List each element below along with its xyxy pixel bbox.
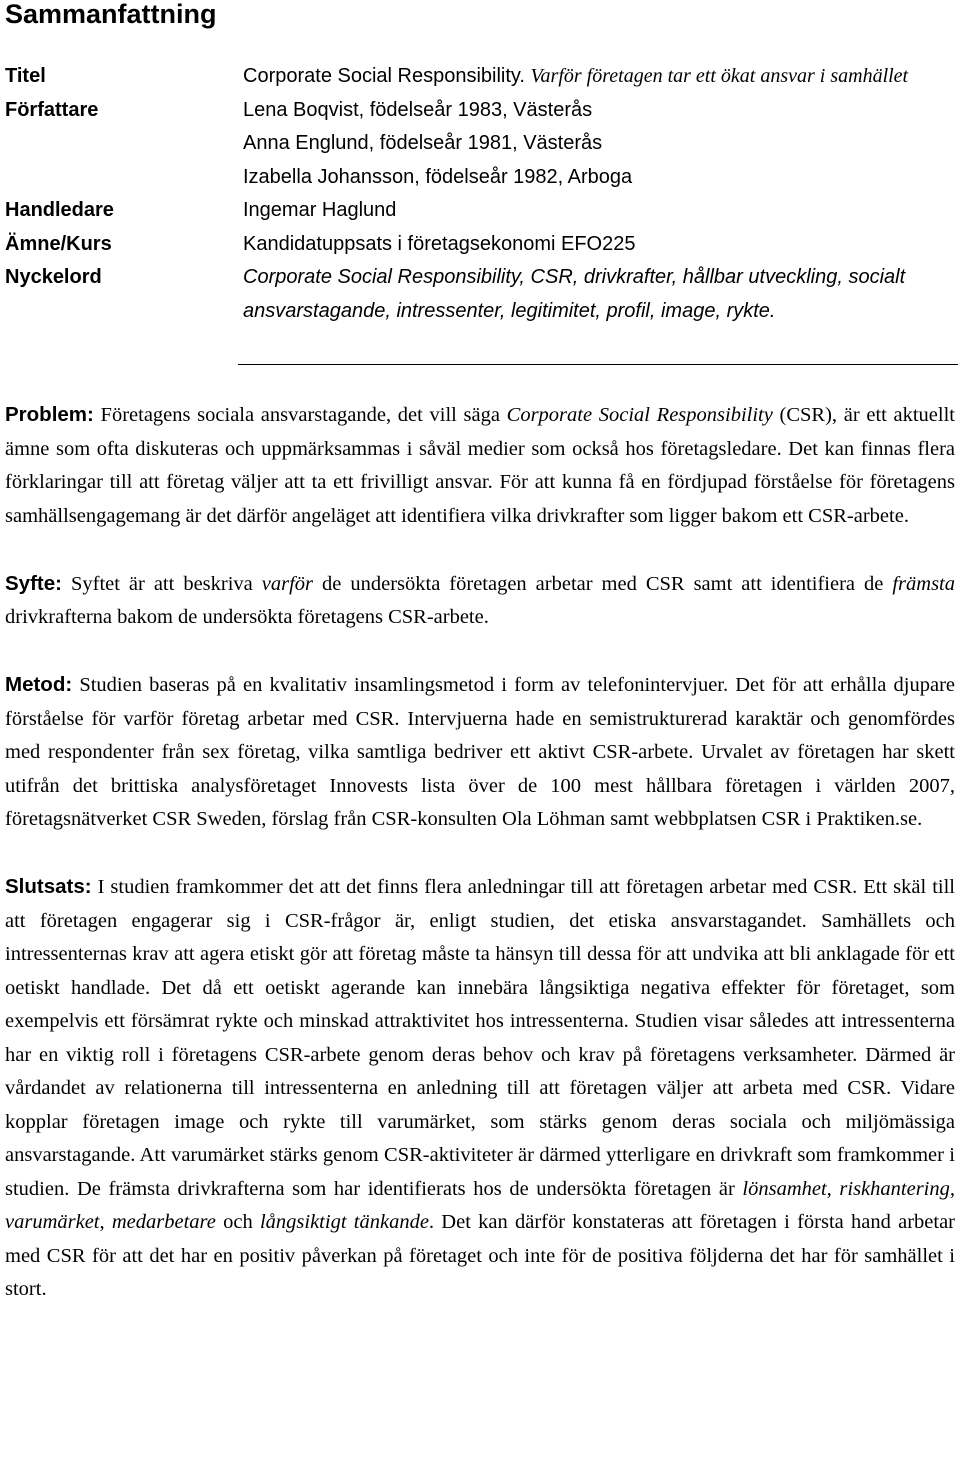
meta-row-handledare bbox=[5, 194, 955, 228]
section-heading-metod: Metod: bbox=[5, 673, 73, 696]
meta-value-handledare: Ingemar Haglund bbox=[243, 199, 397, 221]
meta-label-amne: Ämne/Kurs bbox=[5, 232, 112, 255]
meta-value-forfattare bbox=[243, 94, 955, 195]
section-text: Studien baseras på en kvalitativ insamlingsmetod i form av telefonintervjuer. Det för att erhålla djupare förståelse för varför företag arbetar med CSR. Intervjuerna hade en semistrukturerad karaktär och genomfördes med respondenter från sex företag, vilka samtliga bedriver ett aktivt CSR-arbete. Urvalet av företagen har skett utifrån det brittiska analysföretaget Innovests lista över de 100 mest hållbara företagen i världen 2007, företagsnätverket CSR Sweden, förslag från CSR-konsulten Ola Löhman samt webbplatsen CSR i Praktiken.se. bbox=[5, 674, 955, 830]
meta-row-nyckelord bbox=[5, 261, 955, 328]
meta-label-handledare: Handledare bbox=[5, 199, 114, 221]
author-line: Anna Englund, födelseår 1981, Västerås bbox=[243, 132, 603, 154]
section-italic: varför bbox=[261, 572, 314, 595]
section-text: . Det kan därför konstateras att företagen i första hand arbetar med CSR för att det har en positiv påverkan på företaget och inte för de positiva följderna det har för samhället i stort. bbox=[5, 1211, 955, 1300]
section-text: Syftet är att beskriva bbox=[61, 572, 262, 595]
section-text: I studien framkommer det att det finns flera anledningar till att företagen arbetar med CSR. Ett skäl till att företagen engagerar sig i CSR-frågor är, enligt studien, det etiska ansvarstagandet. Samhällets och intressenternas krav att agera etiskt gör att företag måste ta hänsyn till dessa för att undvika att bli anklagade för ett oetiskt handlade. Det då ett oetiskt agerande kan innebära långsiktiga negativa effekter för företaget, som exempelvis ett försämrat rykte och minskad attraktivitet hos intressenterna. Studien visar således att intressenterna har en viktig roll i företagens CSR-arbete genom deras behov och krav på företagens verksamheter. Därmed är vårdandet av relationerna till intressenterna en anledning till att företagen väljer att arbeta med CSR. Vidare kopplar företagen image och rykte till varumärket, som stärks genom deras sociala och miljömässiga ansvarstagande. Att varumärket stärks genom CSR-aktiviteter är därmed ytterligare en drivkraft som framkommer i studien. De främsta drivkrafterna som har identifierats hos de undersökta företagen är bbox=[5, 876, 955, 1200]
metadata-table bbox=[5, 60, 955, 328]
meta-label-nyckelord: Nyckelord bbox=[5, 266, 102, 288]
meta-label-titel: Titel bbox=[5, 65, 46, 87]
section-slutsats bbox=[5, 870, 955, 1307]
meta-value-titel bbox=[243, 60, 955, 94]
section-text: Företagens sociala ansvarstagande, det vill säga bbox=[93, 404, 507, 426]
title-italic: Varför företagen tar ett ökat ansvar i samhället bbox=[530, 65, 909, 87]
meta-value-amne: Kandidatuppsats i företagsekonomi EFO225 bbox=[243, 232, 636, 255]
author-line: Izabella Johansson, födelseår 1982, Arboga bbox=[243, 165, 633, 188]
author-line: Lena Boqvist, födelseår 1983, Västerås bbox=[243, 98, 593, 121]
section-syfte bbox=[5, 567, 955, 635]
horizontal-divider bbox=[238, 364, 958, 365]
section-italic: Corporate Social Responsibility bbox=[506, 404, 773, 426]
section-text: de undersökta företagen arbetar med CSR samt att identifiera de bbox=[313, 572, 893, 595]
meta-row-amne bbox=[5, 228, 955, 262]
section-italic: främsta bbox=[892, 572, 955, 595]
section-metod bbox=[5, 668, 955, 837]
page-title: Sammanfattning bbox=[5, 0, 217, 29]
section-italic: långsiktigt tänkande bbox=[259, 1211, 429, 1233]
section-text: och bbox=[215, 1211, 260, 1233]
section-italic: lönsamhet, riskhantering, varumärket, medarbetare bbox=[5, 1177, 955, 1233]
meta-row-forfattare bbox=[5, 94, 955, 195]
meta-row-titel bbox=[5, 60, 955, 94]
meta-label-forfattare: Författare bbox=[5, 98, 99, 121]
section-heading-slutsats: Slutsats: bbox=[5, 875, 92, 898]
meta-value-nyckelord: Corporate Social Responsibility, CSR, drivkrafter, hållbar utveckling, socialt ansvarstagande, intressenter, legitimitet, profil, image, rykte. bbox=[243, 266, 906, 322]
section-problem bbox=[5, 398, 955, 533]
section-heading-syfte: Syfte: bbox=[5, 571, 62, 595]
summary-body bbox=[5, 398, 955, 1340]
section-heading-problem: Problem: bbox=[5, 403, 94, 426]
section-text: (CSR), är ett aktuellt ämne som ofta diskuteras och uppmärksammas i såväl medier som också hos företagsledare. Det kan finnas flera förklaringar till att företag väljer att ta ett frivilligt ansvar. För att kunna få en fördjupad förståelse för företagens samhällsengagemang är det därför angeläget att identifiera vilka drivkrafter som ligger bakom ett CSR-arbete. bbox=[5, 404, 955, 527]
title-plain: Corporate Social Responsibility. bbox=[243, 65, 531, 87]
section-text: drivkrafterna bakom de undersökta företagens CSR-arbete. bbox=[5, 606, 489, 628]
